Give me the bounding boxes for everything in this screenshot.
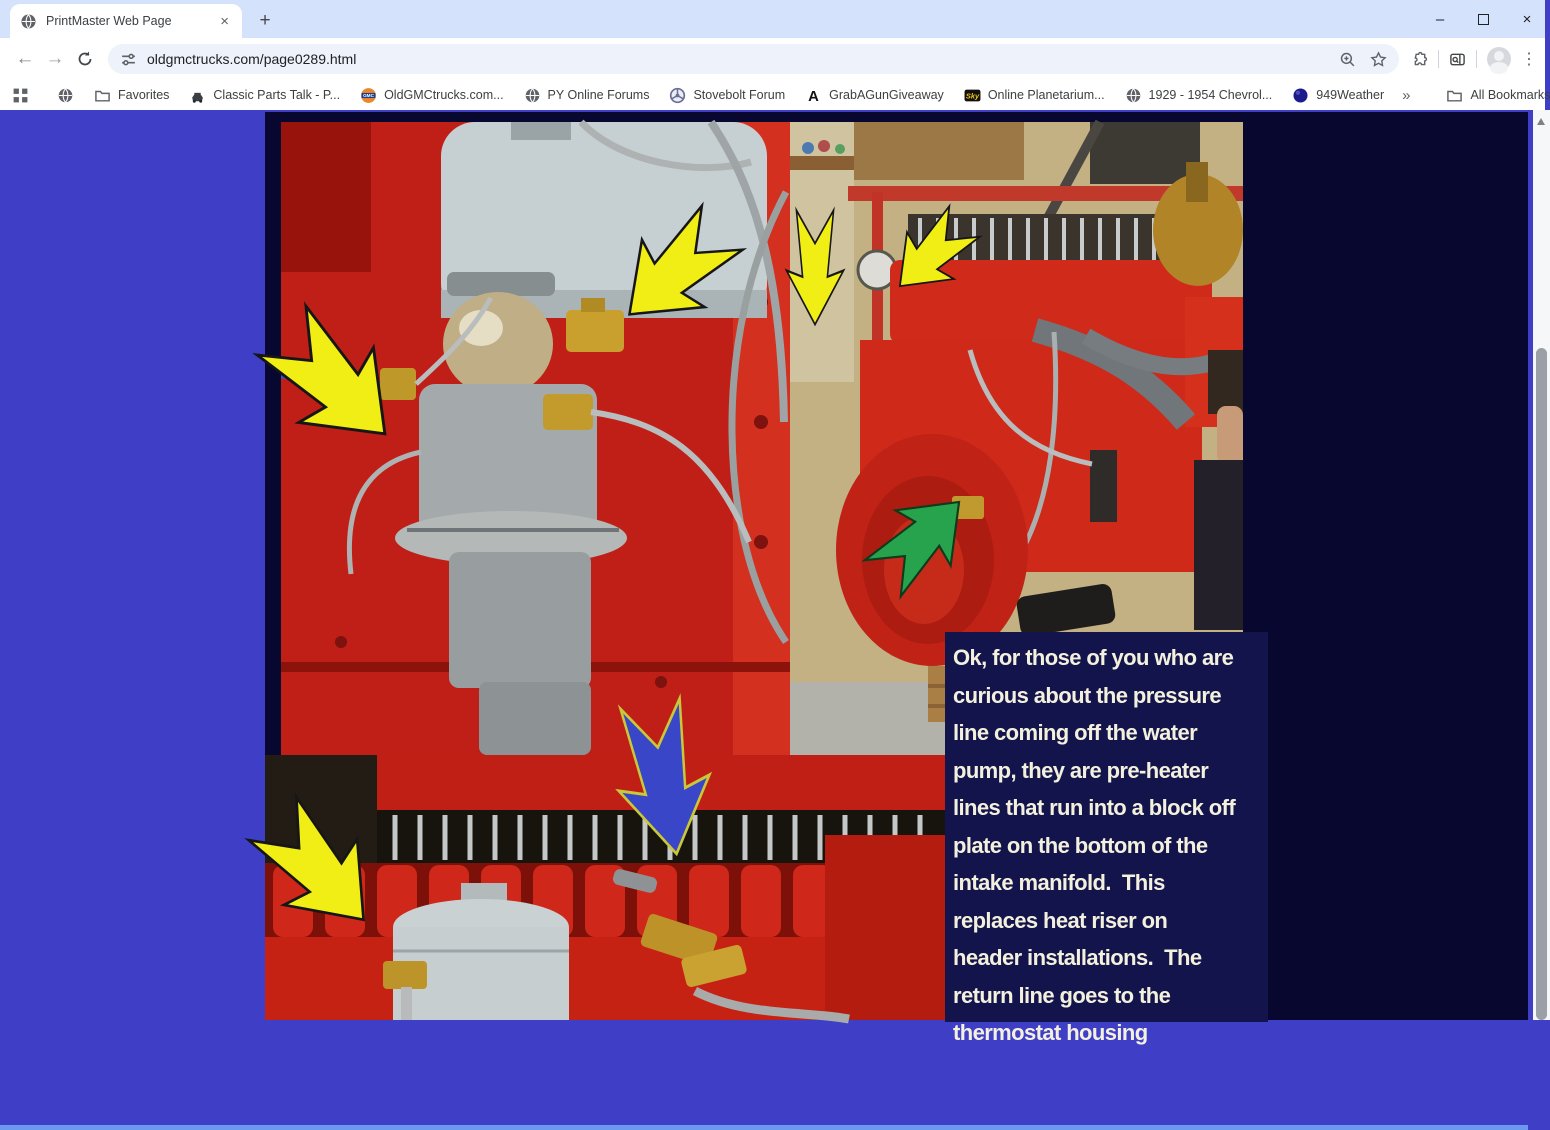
caption-line: Ok, for those of you who are — [953, 645, 1234, 670]
caption-line: return line goes to the — [953, 982, 1171, 1008]
bookmark-label: OldGMCtrucks.com... — [384, 88, 504, 102]
extensions-icon[interactable] — [1411, 51, 1428, 68]
bookmark-label: PY Online Forums — [547, 88, 650, 102]
globe-icon — [524, 87, 541, 104]
classic-car-icon — [189, 87, 206, 104]
caption-line: replaces heat riser on — [953, 907, 1168, 933]
vertical-scrollbar[interactable] — [1533, 110, 1550, 1020]
caption-lines — [953, 639, 1268, 1052]
tab-title: PrintMaster Web Page — [46, 14, 172, 28]
bookmarks-bar — [0, 80, 1550, 110]
bookmarks-list — [47, 87, 1394, 104]
photo-fuel-pump-closeup — [281, 122, 790, 755]
globe-favicon-icon — [20, 13, 37, 30]
maximize-button[interactable] — [1478, 14, 1489, 25]
scrollbar-up-arrow-icon[interactable] — [1537, 118, 1545, 125]
bookmark-item[interactable] — [669, 87, 785, 104]
caption-line: curious about the pressure — [953, 682, 1222, 708]
bookmark-item[interactable] — [189, 87, 340, 104]
sky-badge-icon — [964, 87, 981, 104]
bookmark-label: 949Weather — [1316, 88, 1385, 102]
apps-grid-icon[interactable] — [12, 87, 29, 104]
bookmarks-overflow-chevron[interactable]: » — [1402, 86, 1411, 104]
bookmark-item[interactable] — [94, 87, 169, 104]
reload-icon[interactable] — [70, 50, 100, 68]
bookmark-item[interactable] — [360, 87, 503, 104]
menu-kebab-icon[interactable]: ⋮ — [1521, 51, 1537, 68]
page-content — [0, 110, 1545, 1045]
forward-icon[interactable]: → — [45, 48, 65, 69]
tab-close-icon[interactable]: × — [220, 12, 229, 30]
caption-line: line coming off the water — [953, 720, 1198, 745]
side-panel-search-icon[interactable] — [1449, 51, 1466, 68]
bookmark-label: 1929 - 1954 Chevrol... — [1148, 88, 1273, 102]
bookmark-item[interactable] — [964, 87, 1105, 104]
caption-line: pump, they are pre-heater — [953, 757, 1209, 783]
bookmark-label: Favorites — [118, 88, 170, 102]
bookmark-label: Classic Parts Talk - P... — [213, 88, 341, 102]
bookmark-item[interactable] — [524, 87, 650, 104]
back-icon[interactable]: ← — [15, 48, 35, 69]
bookmark-item[interactable] — [1292, 87, 1384, 104]
caption-text-block — [945, 632, 1268, 1045]
svg-text:Sky: Sky — [965, 91, 979, 101]
zoom-icon[interactable] — [1339, 51, 1356, 68]
printmaster-composite-image — [265, 112, 1528, 1045]
folder-icon — [1446, 87, 1463, 104]
bookmark-item[interactable] — [805, 87, 944, 104]
address-bar[interactable] — [108, 44, 1399, 74]
all-bookmarks-label: All Bookmarks — [1470, 88, 1550, 102]
caption-line: lines that run into a block off — [953, 795, 1236, 820]
caption-line: plate on the bottom of the — [953, 832, 1208, 858]
all-bookmarks-button[interactable] — [1446, 87, 1550, 104]
svg-text:GMC: GMC — [363, 92, 375, 98]
svg-text:A: A — [808, 88, 820, 105]
globe-icon — [1125, 87, 1142, 104]
bookmark-label: GrabAGunGiveaway — [829, 88, 944, 102]
caption-line: intake manifold. This — [953, 870, 1165, 895]
caption-line: header installations. The — [953, 945, 1202, 970]
new-tab-button[interactable]: + — [259, 10, 271, 31]
bookmark-label: Online Planetarium... — [987, 88, 1105, 102]
bookmark-star-icon[interactable] — [1370, 51, 1387, 68]
minimize-button[interactable]: – — [1435, 10, 1445, 28]
letter-a-icon — [805, 87, 822, 104]
page-divider-rule — [0, 1125, 1528, 1130]
scrollbar-thumb[interactable] — [1536, 348, 1547, 1020]
photo-oil-filter-closeup — [265, 755, 945, 1020]
profile-avatar[interactable] — [1487, 47, 1511, 71]
bookmark-item[interactable] — [1125, 87, 1273, 104]
title-bar — [0, 0, 1545, 38]
site-settings-icon[interactable] — [120, 51, 137, 68]
gmc-badge-icon — [360, 87, 377, 104]
steering-wheel-icon — [669, 87, 686, 104]
close-button[interactable]: × — [1522, 10, 1532, 28]
bookmark-item[interactable] — [57, 87, 74, 104]
browser-tab[interactable] — [10, 4, 242, 38]
toolbar — [0, 38, 1545, 80]
caption-line: thermostat housing — [953, 1020, 1148, 1045]
folder-icon — [94, 87, 111, 104]
bookmark-label: Stovebolt Forum — [693, 88, 786, 102]
url-text[interactable]: oldgmctrucks.com/page0289.html — [147, 51, 357, 67]
globe-icon — [57, 87, 74, 104]
sphere-icon — [1292, 87, 1309, 104]
